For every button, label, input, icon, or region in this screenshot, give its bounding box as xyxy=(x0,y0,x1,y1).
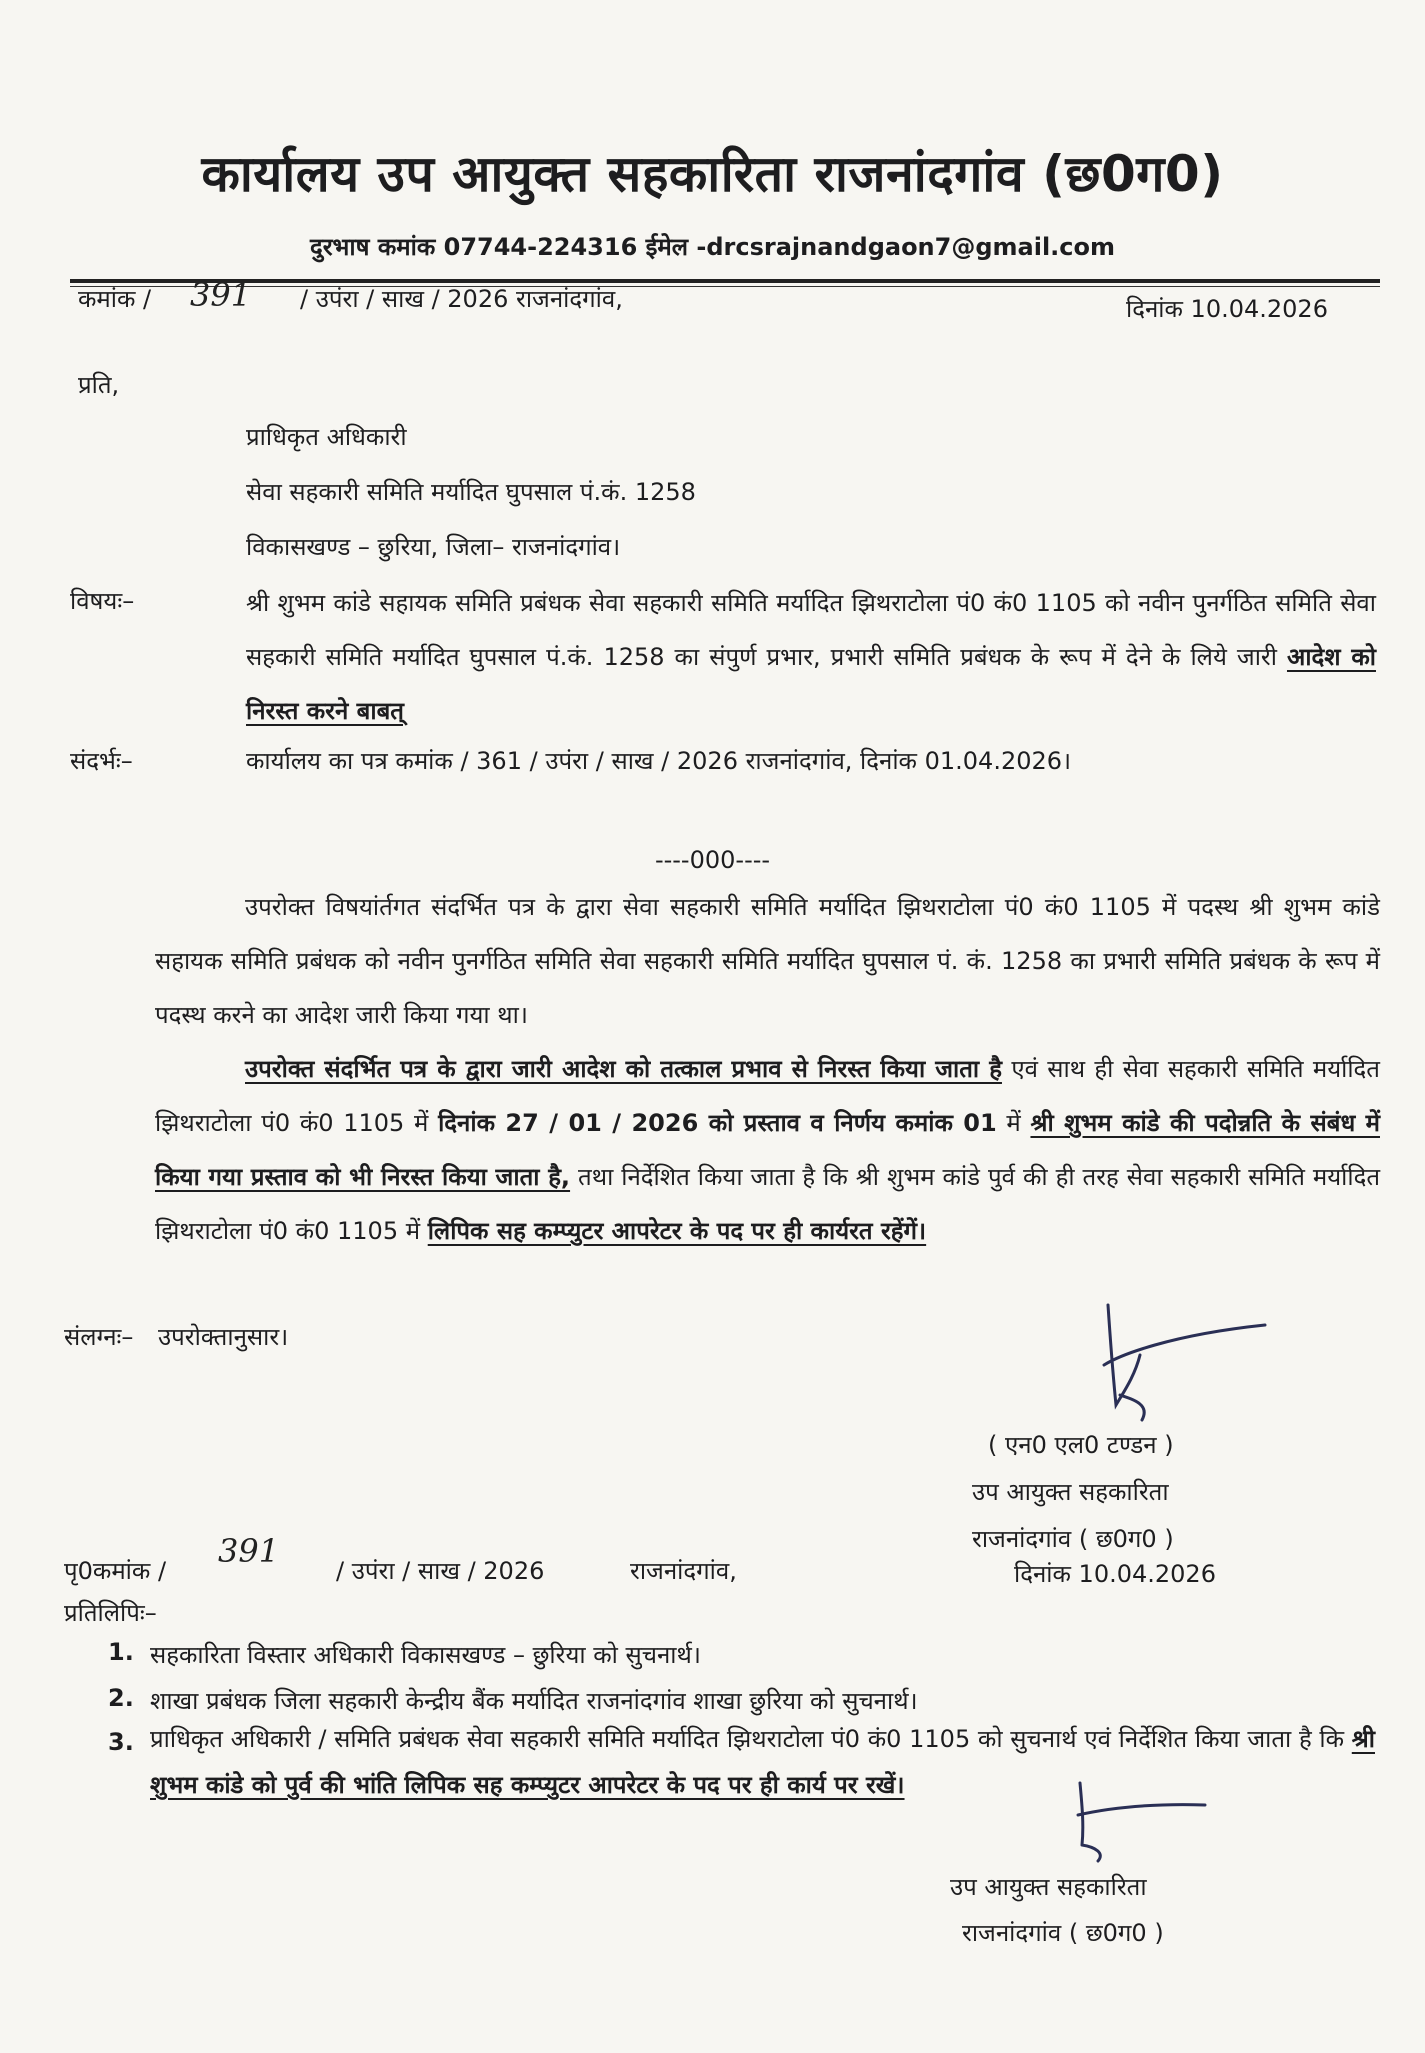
addressee-to: प्रति, xyxy=(78,371,120,399)
signatory-designation: उप आयुक्त सहकारिता xyxy=(972,1478,1169,1506)
addressee-line3: विकासखण्ड – छुरिया, जिला– राजनांदगांव। xyxy=(246,533,621,561)
signatory-place: राजनांदगांव ( छ0ग0 ) xyxy=(972,1525,1174,1553)
addressee-line2: सेवा सहकारी समिति मर्यादित घुपसाल पं.कं. 1258 xyxy=(246,478,696,506)
contact-line: दुरभाष कमांक 07744-224316 ईमेल -drcsrajnandgaon7@gmail.com xyxy=(309,233,1116,261)
p2-emphasis-2: दिनांक 27 / 01 / 2026 को प्रस्ताव व निर्णय कमांक 01 xyxy=(438,1109,997,1137)
subject-label: विषयः– xyxy=(70,587,135,615)
copy-1-text: सहकारिता विस्तार अधिकारी विकासखण्ड – छुरिया को सुचनार्थ। xyxy=(150,1641,701,1669)
signature-1 xyxy=(1080,1295,1270,1435)
body-paragraph-2 xyxy=(155,1042,1380,1258)
separator: ----000---- xyxy=(654,846,771,874)
office-title: कार्यालय उप आयुक्त सहकारिता राजनांदगांव (छ0ग0) xyxy=(201,145,1224,203)
ref-number-handwritten: 391 xyxy=(190,276,252,314)
header-rule-thin xyxy=(70,286,1380,287)
body-paragraph-1: उपरोक्त विषयांर्तगत संदर्भित पत्र के द्वारा सेवा सहकारी समिति मर्यादित झिथराटोला पं0 कं0 1105 में पदस्थ श्री शुभम कांडे सहायक समिति प्रबंधक को नवीन पुनर्गठित समिति सेवा सहकारी समिति मर्यादित घुपसाल पं. कं. 1258 का प्रभारी समिति प्रबंधक के रूप में पदस्थ करने का आदेश जारी किया गया था। xyxy=(155,893,1380,1029)
endorsement-handwritten: 391 xyxy=(218,1532,280,1570)
reference-label: संदर्भः– xyxy=(70,747,133,775)
p2-emphasis-4: लिपिक सह कम्प्युटर आपरेटर के पद पर ही कार्यरत रहेंगें। xyxy=(427,1217,927,1245)
copy-3-emphasis: श्री शुभम कांडे को पुर्व की भांति लिपिक सह कम्प्युटर आपरेटर के पद पर ही कार्य पर रखें। xyxy=(150,1725,1375,1799)
p2-text-2: में xyxy=(996,1109,1031,1137)
ref-number-prefix: कमांक / xyxy=(78,285,152,313)
p2-text-1: एवं साथ ही सेवा सहकारी समिति मर्यादित झिथराटोला पं0 कं0 1105 में xyxy=(155,1055,1380,1137)
signatory2-place: राजनांदगांव ( छ0ग0 ) xyxy=(962,1919,1164,1947)
signatory-name: ( एन0 एल0 टण्डन ) xyxy=(988,1431,1174,1459)
addressee-line1: प्राधिकृत अधिकारी xyxy=(246,423,407,451)
p2-emphasis-1: उपरोक्त संदर्भित पत्र के द्वारा जारी आदेश को तत्काल प्रभाव से निरस्त किया जाता है xyxy=(245,1055,1002,1083)
subject-text xyxy=(246,576,1376,738)
copy-2-number: 2. xyxy=(108,1684,134,1712)
subject-emphasis: आदेश को निरस्त करने बाबत् xyxy=(246,643,1376,725)
p2-emphasis-3: श्री शुभम कांडे की पदोन्नति के संबंध में किया गया प्रस्ताव को भी निरस्त किया जाता है, xyxy=(155,1109,1380,1191)
copy-3-body: प्राधिकृत अधिकारी / समिति प्रबंधक सेवा सहकारी समिति मर्यादित झिथराटोला पं0 कं0 1105 को सुचनार्थ एवं निर्देशित किया जाता है कि xyxy=(150,1725,1352,1753)
header-rule-thick xyxy=(70,279,1380,283)
subject-body: श्री शुभम कांडे सहायक समिति प्रबंधक सेवा सहकारी समिति मर्यादित झिथराटोला पं0 कं0 1105 को नवीन पुनर्गठित समिति सेवा सहकारी समिति मर्यादित घुपसाल पं.कं. 1258 का संपुर्ण प्रभार, प्रभारी समिति प्रबंधक के रूप में देने के लिये जारी xyxy=(246,589,1376,671)
copy-label: प्रतिलिपिः– xyxy=(64,1599,157,1627)
enclosure-text: उपरोक्तानुसार। xyxy=(158,1323,289,1351)
copy-3-number: 3. xyxy=(108,1728,134,1756)
endorsement-suffix: / उपंरा / साख / 2026 xyxy=(336,1557,545,1585)
copy-2-text: शाखा प्रबंधक जिला सहकारी केन्द्रीय बैंक मर्यादित राजनांदगांव शाखा छुरिया को सुचनार्थ। xyxy=(150,1687,918,1715)
ref-number-suffix: / उपंरा / साख / 2026 राजनांदगांव, xyxy=(300,285,623,313)
signature-2 xyxy=(1060,1775,1210,1865)
reference-text: कार्यालय का पत्र कमांक / 361 / उपंरा / साख / 2026 राजनांदगांव, दिनांक 01.04.2026। xyxy=(246,747,1072,775)
enclosure-label: संलग्नः– xyxy=(64,1323,134,1351)
copy-1-number: 1. xyxy=(108,1638,134,1666)
ref-date: दिनांक 10.04.2026 xyxy=(1126,295,1328,323)
signatory2-designation: उप आयुक्त सहकारिता xyxy=(950,1873,1147,1901)
endorsement-prefix: पृ0कमांक / xyxy=(64,1557,167,1585)
endorsement-date: दिनांक 10.04.2026 xyxy=(1014,1560,1216,1588)
p2-text-3: तथा निर्देशित किया जाता है कि श्री शुभम कांडे पुर्व की ही तरह सेवा सहकारी समिति मर्यादित झिथराटोला पं0 कं0 1105 में xyxy=(155,1163,1380,1245)
endorsement-city: राजनांदगांव, xyxy=(630,1557,737,1585)
